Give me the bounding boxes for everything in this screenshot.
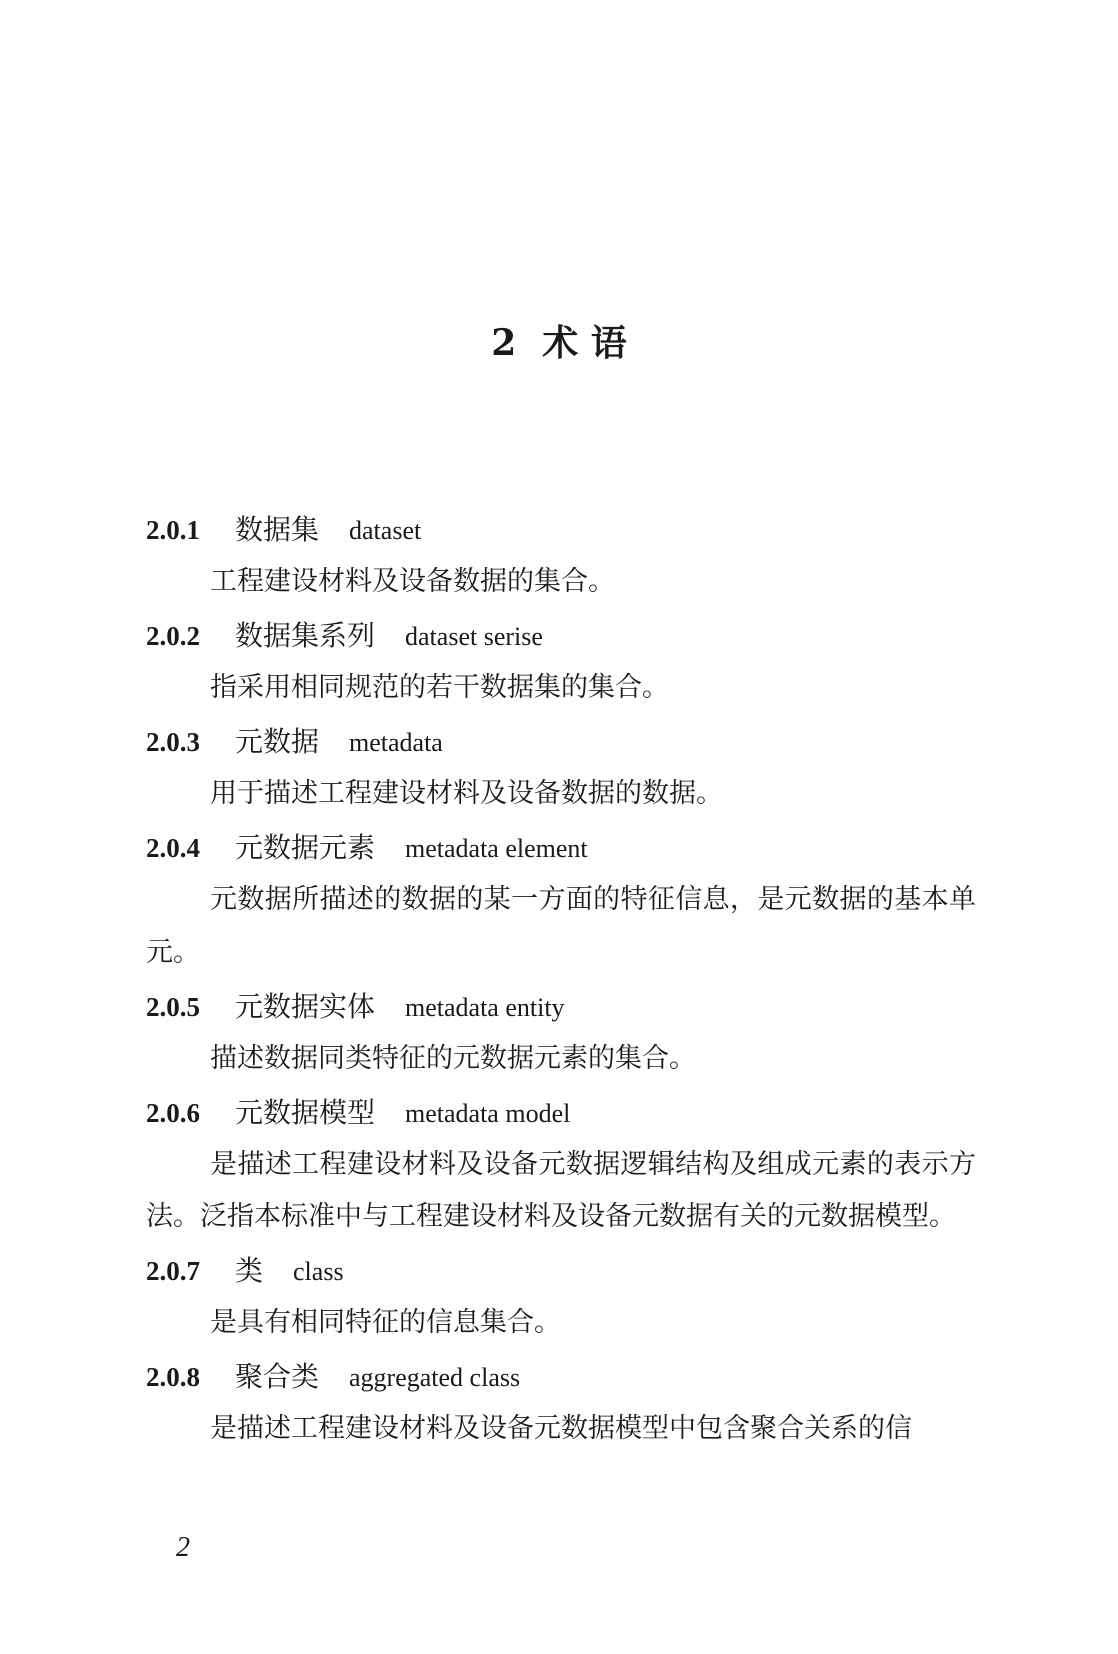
term-definition: 是具有相同特征的信息集合。: [210, 1307, 561, 1338]
term-definition: 元数据所描述的数据的某一方面的特征信息，是元数据的基本单元。: [146, 884, 976, 968]
term-heading: [146, 821, 976, 874]
term-entry: [146, 1244, 976, 1350]
term-heading: [146, 715, 976, 768]
term-code: 2.0.3: [146, 727, 200, 757]
term-chinese: 元数据元素: [235, 831, 376, 864]
term-entry: [146, 503, 976, 609]
term-entry: [146, 821, 976, 979]
chapter-title: [0, 318, 1118, 368]
terms-list: [146, 503, 976, 1456]
term-heading: [146, 1086, 976, 1139]
term-code: 2.0.6: [146, 1097, 200, 1128]
term-definition: 工程建设材料及设备数据的集合。: [210, 566, 615, 597]
term-english: metadata element: [405, 834, 588, 863]
term-english: metadata model: [405, 1098, 571, 1128]
term-code: 2.0.7: [146, 1256, 200, 1286]
term-entry: [146, 980, 976, 1086]
chapter-number: 2: [491, 322, 517, 364]
term-heading: [146, 1350, 976, 1403]
term-chinese: 类: [235, 1254, 264, 1287]
page-number: 2: [176, 1532, 190, 1563]
term-english: dataset serise: [405, 622, 543, 651]
chapter-heading: 术 语: [542, 322, 627, 364]
term-code: 2.0.5: [146, 991, 200, 1022]
term-chinese: 数据集: [235, 513, 320, 546]
term-definition: 指采用相同规范的若干数据集的集合。: [210, 672, 669, 703]
term-entry: [146, 1350, 976, 1456]
term-english: metadata: [349, 728, 443, 757]
term-code: 2.0.1: [146, 515, 200, 545]
term-english: class: [293, 1257, 344, 1286]
term-chinese: 元数据模型: [235, 1095, 376, 1129]
term-chinese: 数据集系列: [235, 619, 376, 652]
term-definition: 是描述工程建设材料及设备元数据模型中包含聚合关系的信: [210, 1413, 912, 1444]
term-chinese: 聚合类: [235, 1360, 320, 1393]
term-code: 2.0.8: [146, 1362, 200, 1392]
term-entry: [146, 609, 976, 715]
term-english: aggregated class: [349, 1363, 521, 1392]
term-entry: [146, 715, 976, 821]
term-heading: [146, 609, 976, 662]
term-heading: [146, 980, 976, 1033]
term-chinese: 元数据实体: [235, 989, 376, 1023]
term-heading: [146, 503, 976, 556]
term-english: metadata entity: [405, 992, 565, 1022]
term-english: dataset: [349, 516, 422, 545]
term-chinese: 元数据: [235, 725, 320, 758]
term-definition: 是描述工程建设材料及设备元数据逻辑结构及组成元素的表示方法。泛指本标准中与工程建设材料及设备元数据有关的元数据模型。: [146, 1148, 976, 1232]
term-definition: 描述数据同类特征的元数据元素的集合。: [210, 1042, 696, 1074]
term-code: 2.0.4: [146, 833, 200, 863]
term-definition: 用于描述工程建设材料及设备数据的数据。: [210, 778, 723, 809]
term-entry: [146, 1086, 976, 1244]
term-code: 2.0.2: [146, 621, 200, 651]
term-heading: [146, 1244, 976, 1297]
